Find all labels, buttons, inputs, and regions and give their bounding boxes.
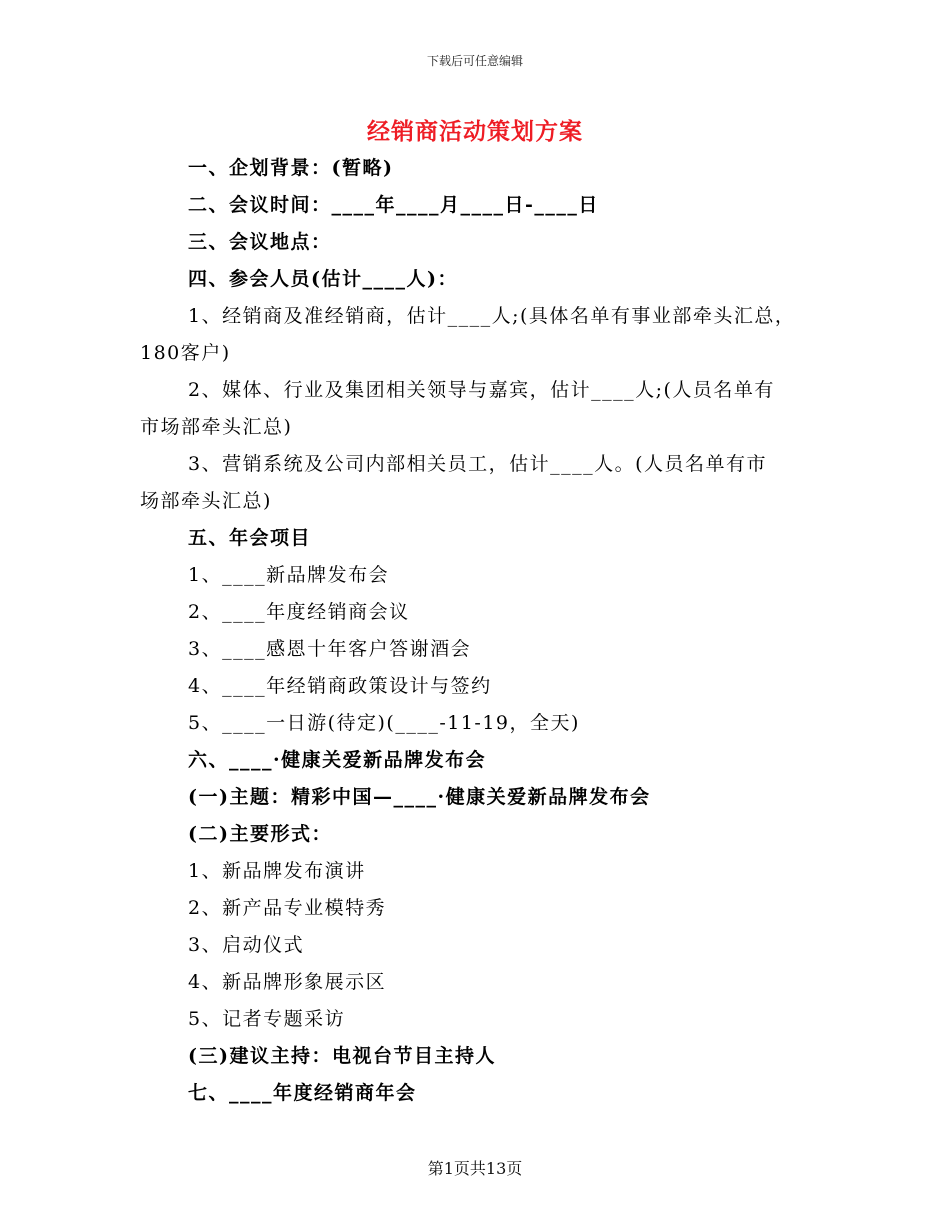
paragraph-line: 4、新品牌形象展示区 bbox=[188, 971, 387, 993]
paragraph-line: 180客户) bbox=[140, 342, 231, 364]
section-heading: 七、____年度经销商年会 bbox=[188, 1082, 417, 1104]
section-heading: 一、企划背景：(暂略) bbox=[188, 157, 394, 179]
section-heading: 三、会议地点： bbox=[188, 231, 332, 253]
paragraph-line: 1、新品牌发布演讲 bbox=[188, 860, 366, 882]
paragraph-line: 1、经销商及准经销商，估计____人;(具体名单有事业部牵头汇总， bbox=[188, 305, 796, 327]
paragraph-line: 5、____一日游(待定)(____-11-19，全天) bbox=[188, 712, 580, 734]
page-footer: 第1页共13页 bbox=[427, 1159, 523, 1178]
section-heading: 五、年会项目 bbox=[188, 527, 312, 549]
paragraph-line: 2、____年度经销商会议 bbox=[188, 601, 410, 623]
paragraph-line: 4、____年经销商政策设计与签约 bbox=[188, 675, 492, 697]
paragraph-line: 场部牵头汇总) bbox=[140, 490, 272, 512]
paragraph-line: 1、____新品牌发布会 bbox=[188, 564, 390, 586]
document-body bbox=[140, 150, 820, 1112]
section-heading: 四、参会人员(估计____人)： bbox=[188, 268, 458, 290]
paragraph-line: 2、新产品专业模特秀 bbox=[188, 897, 387, 919]
section-heading: 二、会议时间：____年____月____日-____日 bbox=[188, 194, 599, 216]
page-header: 下载后可任意编辑 bbox=[426, 54, 523, 68]
document-title: 经销商活动策划方案 bbox=[367, 118, 583, 145]
paragraph-line: 3、启动仪式 bbox=[188, 934, 305, 956]
paragraph-line: 5、记者专题采访 bbox=[188, 1008, 346, 1030]
section-heading: 六、____·健康关爱新品牌发布会 bbox=[188, 749, 487, 771]
paragraph-line: 3、营销系统及公司内部相关员工，估计____人。(人员名单有市 bbox=[188, 453, 768, 475]
paragraph-line: 市场部牵头汇总) bbox=[140, 416, 293, 438]
paragraph-line: 3、____感恩十年客户答谢酒会 bbox=[188, 638, 472, 660]
section-heading: (三)建议主持：电视台节目主持人 bbox=[188, 1045, 496, 1067]
paragraph-line: 2、媒体、行业及集团相关领导与嘉宾，估计____人;(人员名单有 bbox=[188, 379, 775, 401]
section-heading: (一)主题：精彩中国—____·健康关爱新品牌发布会 bbox=[188, 786, 651, 808]
section-heading: (二)主要形式： bbox=[188, 823, 332, 845]
